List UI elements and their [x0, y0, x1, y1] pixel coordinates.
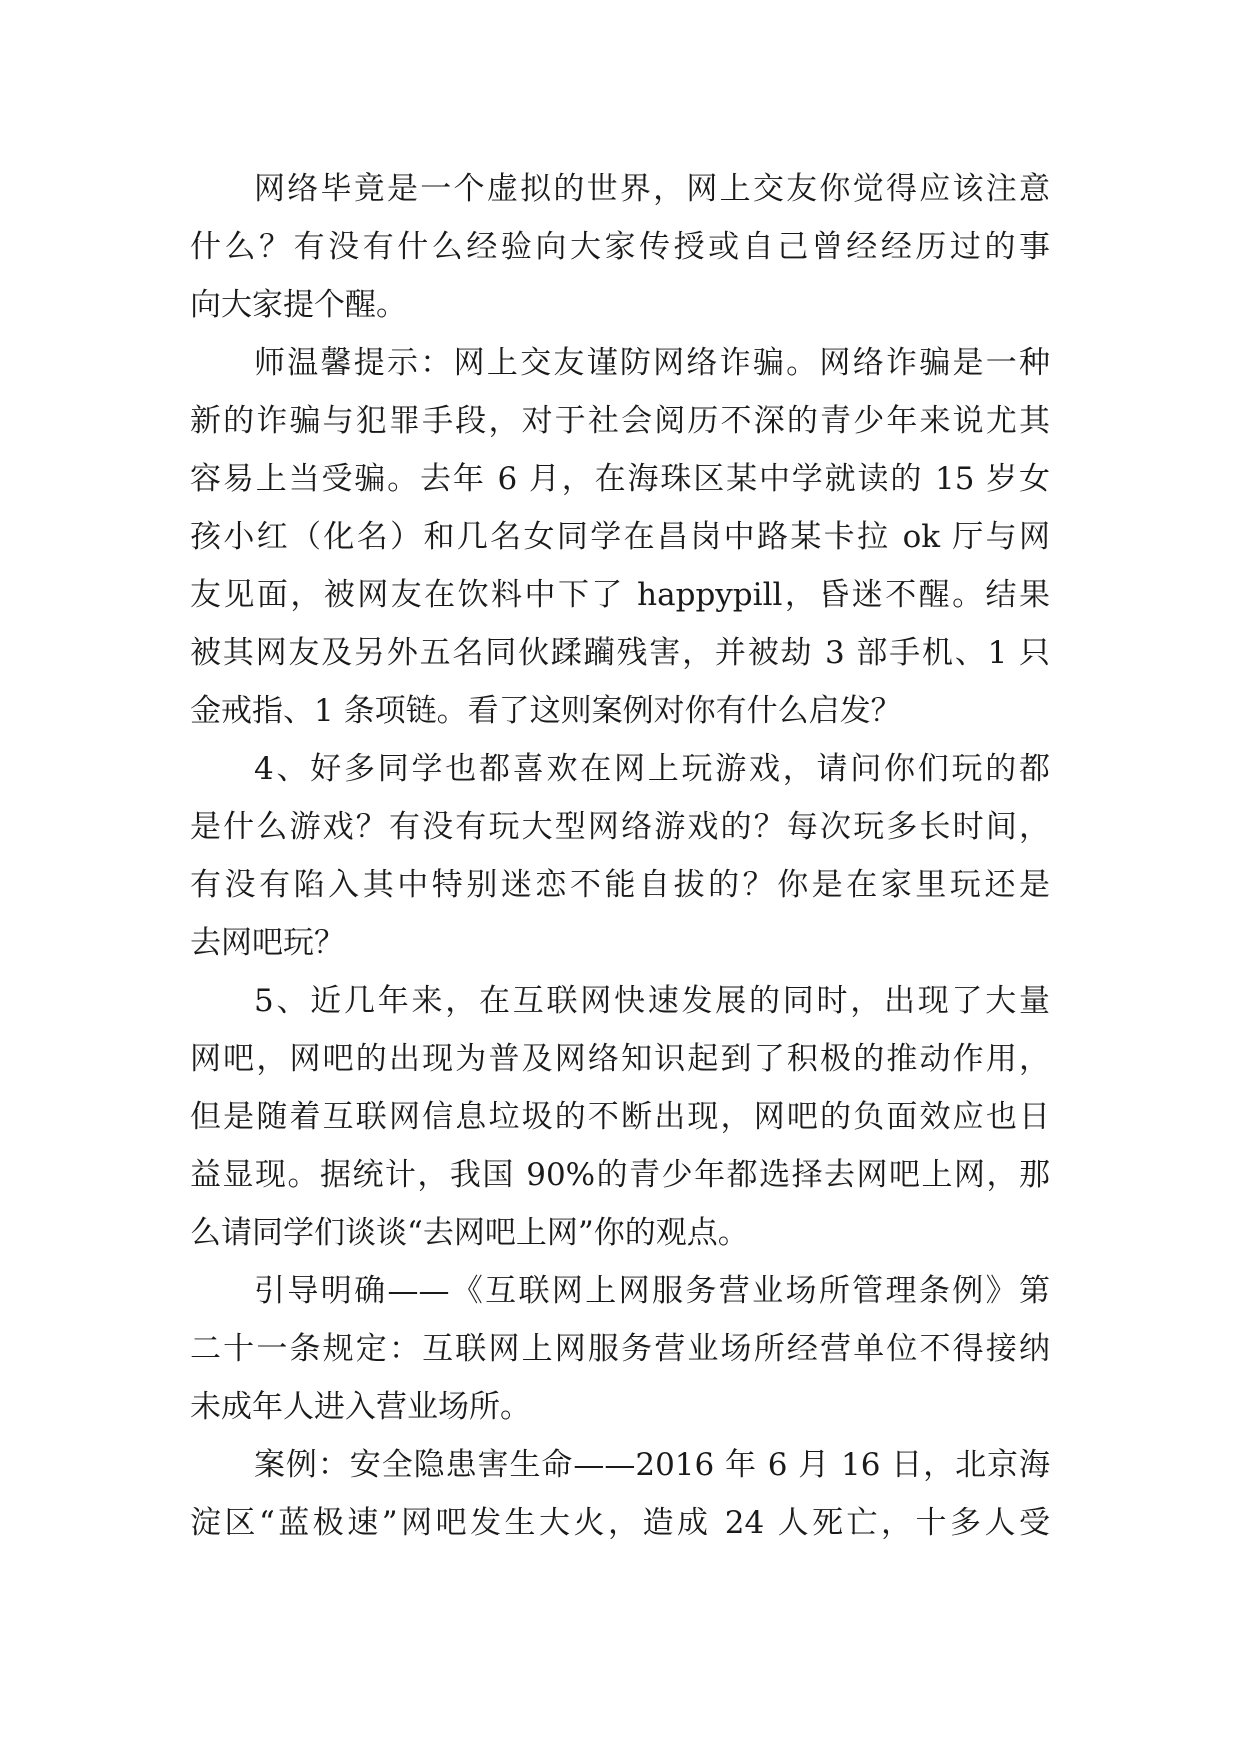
text-line: 但是随着互联网信息垃圾的不断出现，网吧的负面效应也日 — [190, 1099, 1050, 1135]
text-line: 益显现。据统计，我国 90%的青少年都选择去网吧上网，那 — [190, 1157, 1050, 1193]
paragraph-question-4 — [190, 740, 1050, 972]
text-line: 新的诈骗与犯罪手段，对于社会阅历不深的青少年来说尤其 — [190, 403, 1050, 439]
text-line: 引导明确——《互联网上网服务营业场所管理条例》第 — [254, 1273, 1050, 1309]
text-line: 去网吧玩？ — [190, 925, 345, 961]
text-line: 5、近几年来，在互联网快速发展的同时，出现了大量 — [254, 983, 1050, 1019]
paragraph-case — [190, 1436, 1050, 1552]
text-line: 向大家提个醒。 — [190, 287, 407, 323]
paragraph-guidance — [190, 1262, 1050, 1436]
text-line: 容易上当受骗。去年 6 月，在海珠区某中学就读的 15 岁女 — [190, 461, 1050, 497]
text-line: 淀区“蓝极速”网吧发生大火，造成 24 人死亡，十多人受 — [190, 1505, 1050, 1541]
paragraph-teacher-tip — [190, 334, 1050, 740]
text-line: 二十一条规定：互联网上网服务营业场所经营单位不得接纳 — [190, 1331, 1050, 1367]
text-line: 师温馨提示：网上交友谨防网络诈骗。网络诈骗是一种 — [254, 345, 1050, 381]
text-line: 什么？有没有什么经验向大家传授或自己曾经经历过的事 — [190, 229, 1050, 265]
paragraph-online-friendship — [190, 160, 1050, 334]
text-line: 网络毕竟是一个虚拟的世界，网上交友你觉得应该注意 — [254, 171, 1050, 207]
text-line: 被其网友及另外五名同伙蹂躏残害，并被劫 3 部手机、1 只 — [190, 635, 1050, 671]
paragraph-question-5 — [190, 972, 1050, 1262]
text-line: 未成年人进入营业场所。 — [190, 1389, 531, 1425]
text-line: 友见面，被网友在饮料中下了 happypill，昏迷不醒。结果 — [190, 577, 1050, 613]
text-line: 金戒指、1 条项链。看了这则案例对你有什么启发？ — [190, 693, 902, 729]
text-line: 孩小红（化名）和几名女同学在昌岗中路某卡拉 ok 厅与网 — [190, 519, 1050, 555]
text-line: 么请同学们谈谈“去网吧上网”你的观点。 — [190, 1215, 749, 1251]
text-line: 是什么游戏？有没有玩大型网络游戏的？每次玩多长时间， — [190, 809, 1050, 845]
text-line: 有没有陷入其中特别迷恋不能自拔的？你是在家里玩还是 — [190, 867, 1050, 903]
text-line: 网吧，网吧的出现为普及网络知识起到了积极的推动作用， — [190, 1041, 1050, 1077]
text-line: 4、好多同学也都喜欢在网上玩游戏，请问你们玩的都 — [254, 751, 1050, 787]
text-line: 案例：安全隐患害生命——2016 年 6 月 16 日，北京海 — [254, 1447, 1050, 1483]
document-body — [190, 160, 1050, 1552]
